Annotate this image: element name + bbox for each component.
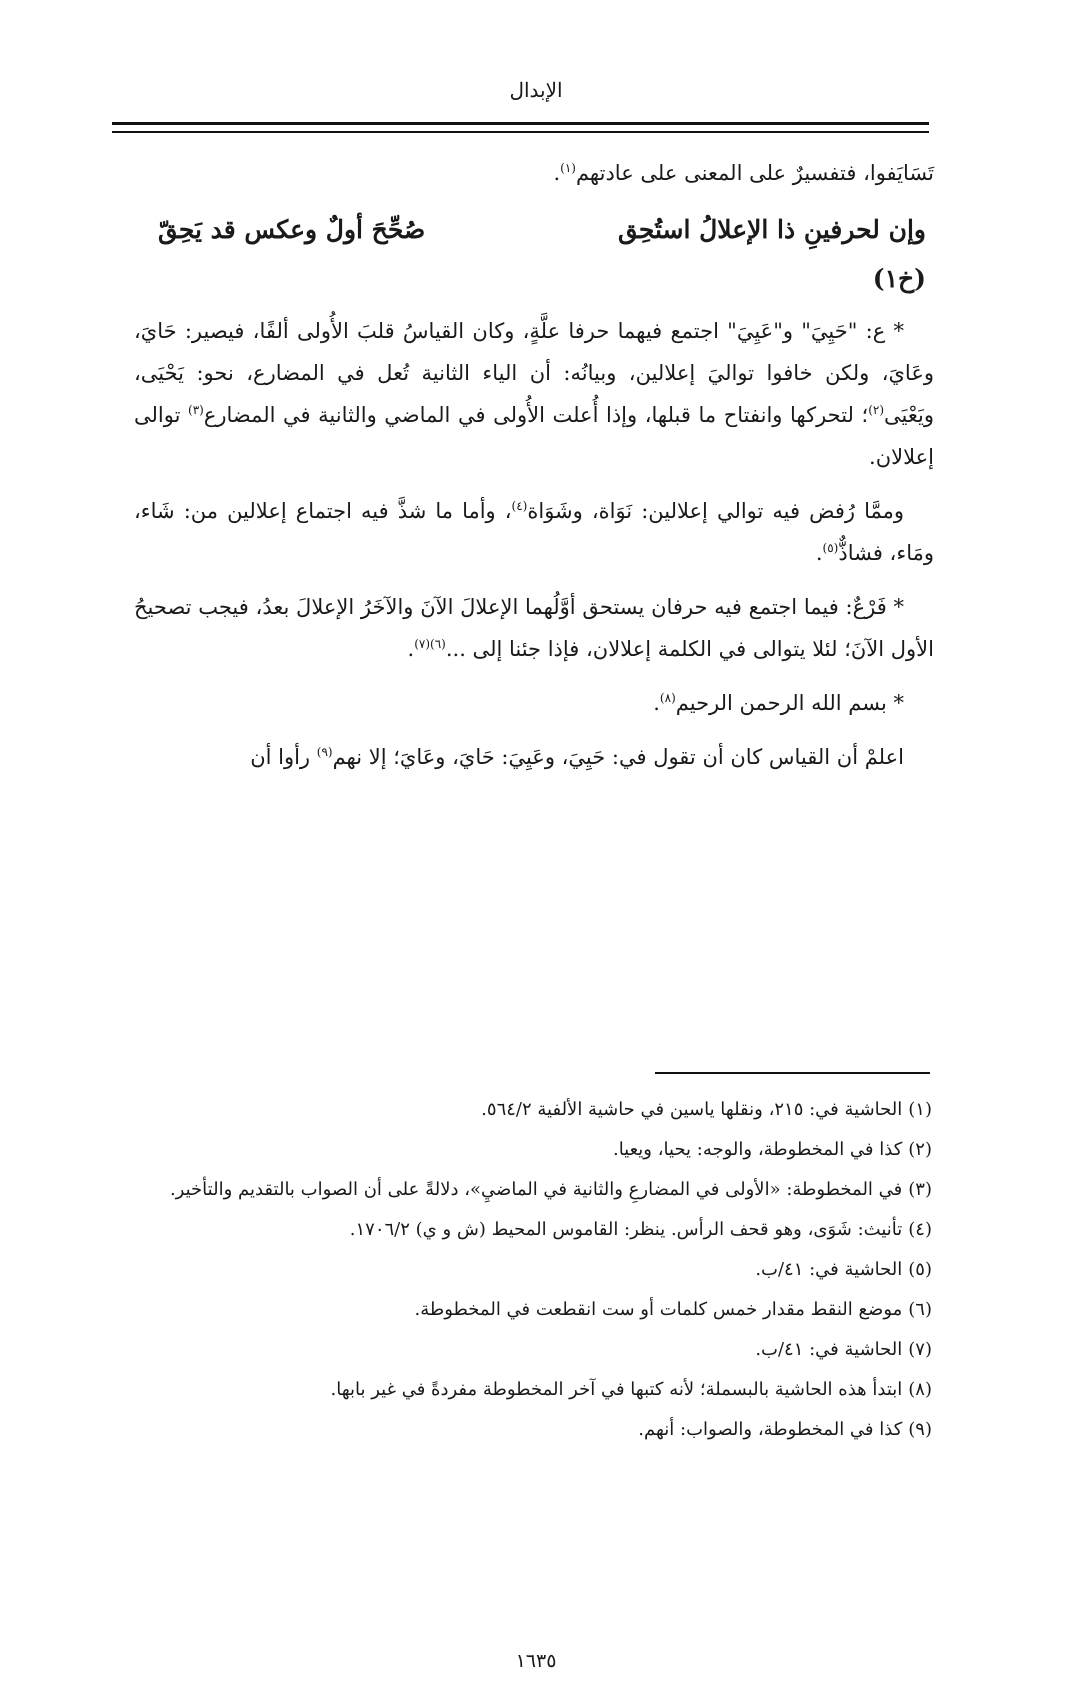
footnote: (١)الحاشية في: ٢١٥، ونقلها ياسين في حاشية الألفية ٥٦٤/٢. (481, 1099, 932, 1120)
paragraph-2: وممَّا رُفض فيه توالي إعلالين: نَوَاة، وشَوَاة$^{(٤)}$، وأما ما شذَّ فيه اجتماع إعلالين من: شَاء، ومَاء، فشاذٌّ$^{(٥)}$. (134, 499, 934, 565)
paragraph-4: * بسم الله الرحمن الرحيم$^{(٨)}$. (653, 691, 904, 715)
footnote: (٩)كذا في المخطوطة، والصواب: أنهم. (638, 1419, 932, 1440)
paragraph-1: * ع: "حَيِيَ" و"عَيِيَ" اجتمع فيهما حرفا علَّةٍ، وكان القياسُ قلبَ الأُولى ألفًا، فيصير: حَايَ، وعَايَ، ولكن خافوا تواليَ إعلالين، وبيانُه: أن الياء الثانية تُعل في المضارع، نحو: يَحْيَى، ويَعْيَى$^{(٢)}$؛ لتحركها وانفتاح ما قبلها، وإذا أُعلت الأُولى في الماضي والثانية في المضارع$^{(٣)}$ توالى إعلالان. (134, 319, 934, 469)
footnote: (٣)في المخطوطة: «الأولى في المضارعِ والثانية في الماضيِ»، دلالةً على أن الصواب بالتقديم والتأخير. (169, 1179, 932, 1200)
verse-code: (خ١) (872, 264, 926, 293)
running-header: الإبدال (509, 78, 563, 102)
footnote-ref: (٤) (511, 499, 528, 513)
footnote: (٥)الحاشية في: ٤١/ب. (755, 1259, 932, 1280)
main-text (134, 152, 934, 790)
intro-line: تَسَايَفوا، فتفسيرٌ على المعنى على عادتهم$^{(١)}$. (553, 161, 934, 185)
page-number: ١٦٣٥ (515, 1650, 557, 1672)
footnote-ref: (٩) (316, 745, 333, 759)
paragraph-5: اعلمْ أن القياس كان أن تقول في: حَيِيَ، وعَيِيَ: حَايَ، وعَايَ؛ إلا نهم$^{(٩)}$ رأوا أن (250, 745, 904, 769)
verse-hemistich-first: وإن لحرفينِ ذا الإعلالُ استُحِق (618, 215, 926, 244)
footnote-ref: (٦)(٧) (414, 637, 446, 651)
footnote: (٤)تأنيث: شَوَى، وهو قحف الرأس. ينظر: القاموس المحيط (ش و ي) ١٧٠٦/٢. (349, 1219, 932, 1240)
header-rule-thin (112, 131, 929, 133)
footnote: (٧)الحاشية في: ٤١/ب. (755, 1339, 932, 1360)
footnote: (٦)موضع النقط مقدار خمس كلمات أو ست انقطعت في المخطوطة. (414, 1299, 932, 1320)
footnote-ref: (٣) (188, 403, 204, 417)
footnote: (٨)ابتدأ هذه الحاشية بالبسملة؛ لأنه كتبها في آخر المخطوطة مفردةً في غير بابها. (330, 1379, 932, 1400)
footnotes (132, 1092, 932, 1452)
footnote-ref: (١) (560, 161, 576, 175)
verse-line (134, 206, 934, 254)
footnote-separator (655, 1072, 930, 1074)
header-rule-thick (112, 122, 929, 125)
paragraph-3: * فَرْعٌ: فيما اجتمع فيه حرفان يستحق أوَّلُهما الإعلالَ الآنَ والآخَرُ الإعلالَ بعدُ، فيجب تصحيحُ الأول الآنَ؛ لئلا يتوالى في الكلمة إعلالان، فإذا جئنا إلى ...$^{(٦)(٧)}$. (134, 595, 934, 661)
footnote: (٢)كذا في المخطوطة، والوجه: يحيا، ويعيا. (612, 1139, 932, 1160)
verse-hemistich-second: صُحِّحَ أولٌ وعكس قد يَحِقّ (158, 215, 426, 244)
footnote-ref: (٢) (868, 403, 885, 417)
footnote-ref: (٥) (822, 541, 839, 555)
footnote-ref: (٨) (659, 691, 676, 705)
